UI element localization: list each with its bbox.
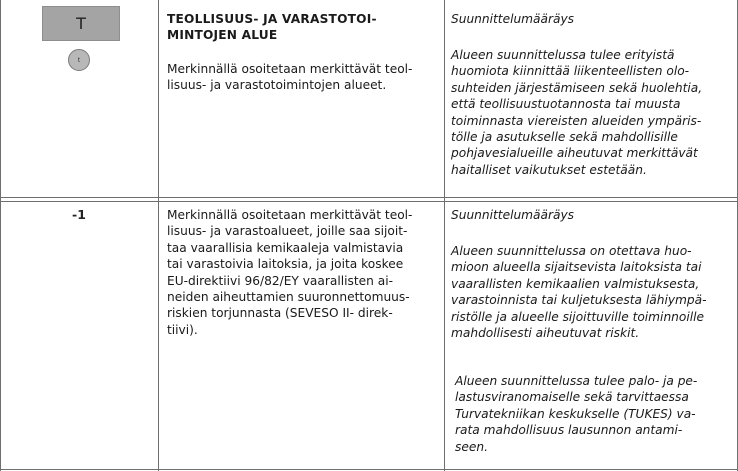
row1-description: Merkinnällä osoitetaan merkittävät teol- lisuus- ja varastotoimintojen alueet. xyxy=(167,62,413,93)
row2-code: -1 xyxy=(72,207,86,222)
symbol-letter: T xyxy=(76,14,86,33)
row2-regulation-text-1: Alueen suunnittelussa on otettava huo- mioon alueella sijaitsevista laitoksista tai vaarallisten kemikaalien valmistuksesta, varastoinnista tai kuljetuksesta lähiympä- ristölle ja alueelle sijoittuville toiminnoille mahdollisesti aiheutuvat riskit. xyxy=(451,244,707,341)
row1-regulation-text: Alueen suunnittelussa tulee erityistä huomiota kiinnittää liikenteellisten olo- suhteiden järjestämiseen sekä huolehtia, että teollisuustuotannosta tai muusta toiminnasta viereisten alueiden ympäris- tölle ja asutukselle sekä mahdollisille pohjavesialueille aiheutuvat merkittävät haitalliset vaikutukset estetään. xyxy=(451,48,703,177)
row2-regulation-text-2: Alueen suunnittelussa tulee palo- ja pe- lastusviranomaiselle sekä tarvittaessa Turvatekniikan keskukselle (TUKES) va- rata mahdollisuus lausunnon antami- seen. xyxy=(455,374,698,454)
row2-regulation-heading: Suunnittelumääräys xyxy=(451,208,575,222)
table-column-divider xyxy=(158,0,159,471)
table-row-divider xyxy=(0,201,738,202)
row2-description: Merkinnällä osoitetaan merkittävät teol- lisuus- ja varastoalueet, joille saa sijoit- taa vaarallisia kemikaaleja valmistavia tai varastoivia laitoksia, ja joita koskee EU-direktiivi 96/82/EY vaarallisten ai- neiden aiheuttamien suuronnettomuus- riskien torjunnasta (SEVESO II- direk- tiivi). xyxy=(167,208,413,337)
table-row-divider xyxy=(0,197,738,198)
industrial-area-circle-symbol xyxy=(68,49,90,71)
row1-regulation-heading: Suunnittelumääräys xyxy=(451,12,575,26)
industrial-area-symbol xyxy=(42,6,120,41)
table-left-border xyxy=(0,0,1,471)
table-bottom-border xyxy=(0,469,738,470)
table-column-divider xyxy=(444,0,445,471)
row1-title: TEOLLISUUS- JA VARASTOTOI- MINTOJEN ALUE xyxy=(167,12,377,43)
circle-symbol-label: t xyxy=(77,56,81,64)
